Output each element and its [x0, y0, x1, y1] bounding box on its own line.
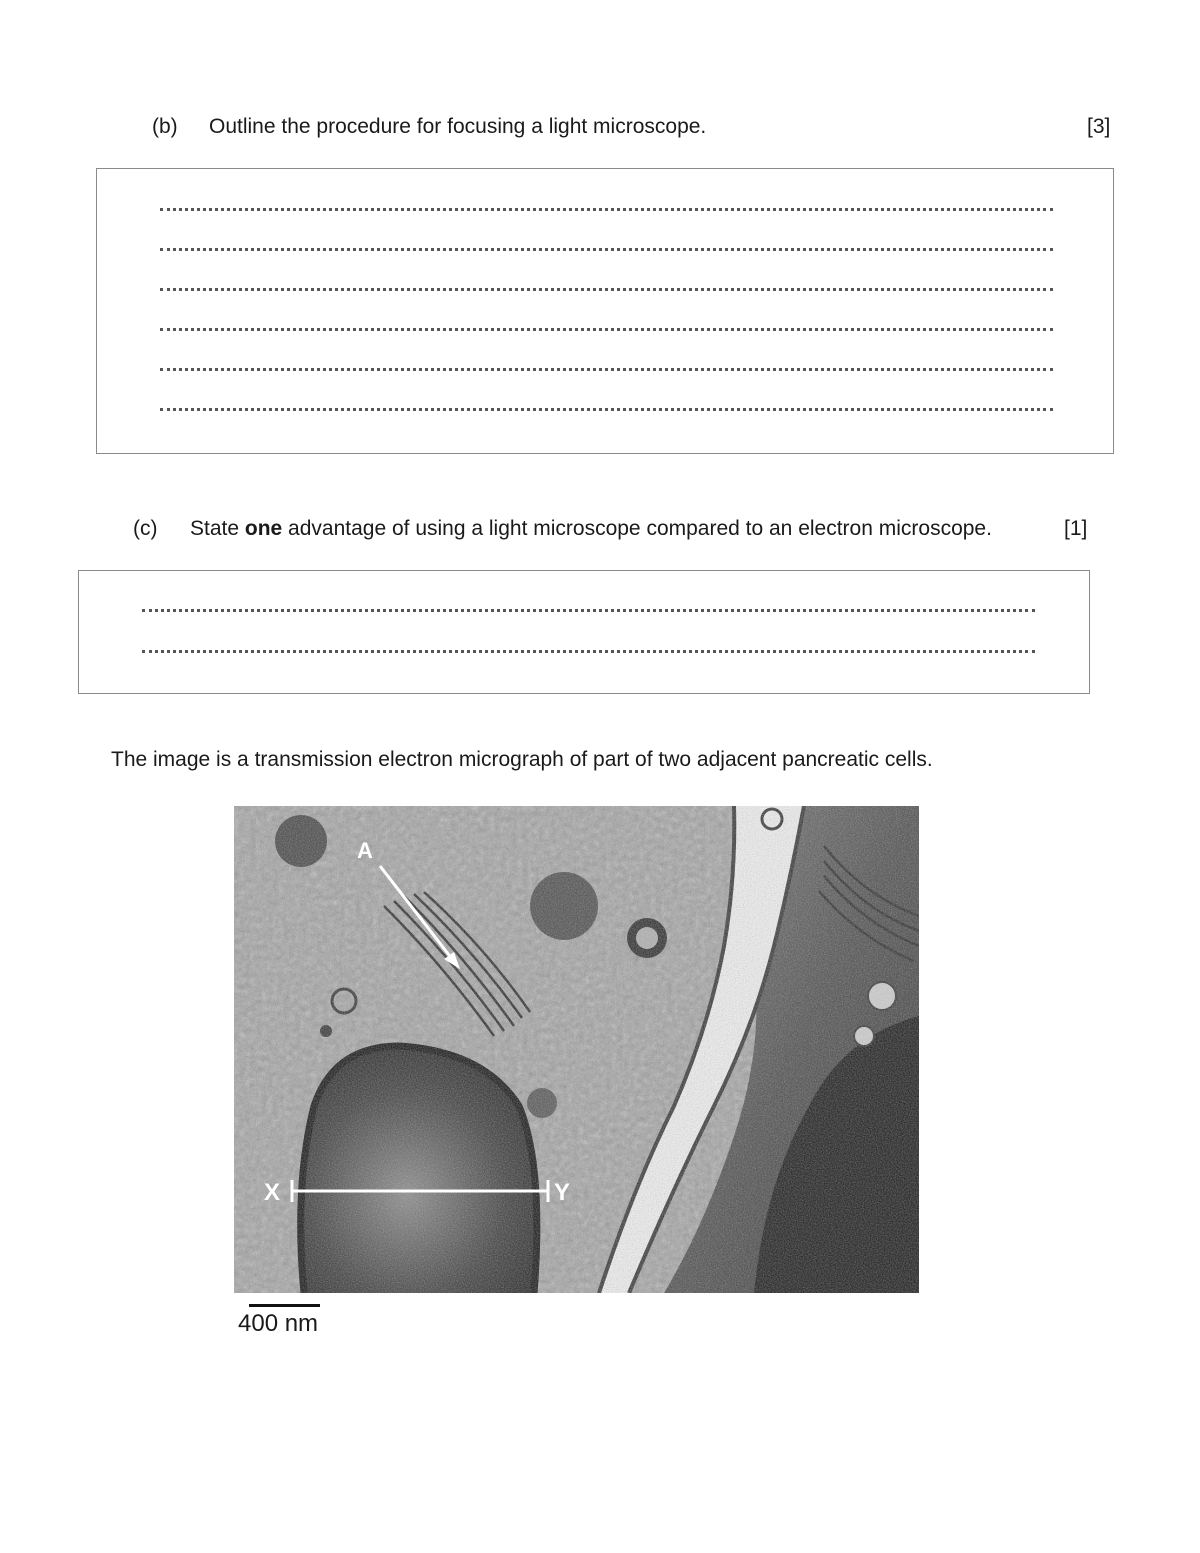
- answer-line: [142, 650, 1035, 653]
- answer-line: [160, 248, 1053, 251]
- answer-line: [142, 609, 1035, 612]
- scale-bar-label: 400 nm: [238, 1310, 319, 1337]
- micrograph-intro: The image is a transmission electron micrograph of part of two adjacent pancreatic cells.: [111, 748, 933, 771]
- part-c-answer-box[interactable]: [78, 570, 1090, 694]
- scale-bar: [249, 1304, 320, 1307]
- micrograph-label-y: Y: [554, 1179, 571, 1206]
- answer-line: [160, 288, 1053, 291]
- part-b-label: (b): [152, 115, 178, 138]
- part-c-marks: [1]: [1064, 517, 1088, 540]
- micrograph-label-x: X: [264, 1179, 281, 1206]
- answer-line: [160, 408, 1053, 411]
- micrograph-label-a: A: [357, 838, 373, 863]
- part-c-question: State one advantage of using a light microscope compared to an electron microscope.: [190, 517, 992, 540]
- answer-line: [160, 368, 1053, 371]
- answer-line: [160, 328, 1053, 331]
- part-b-answer-box[interactable]: [96, 168, 1114, 454]
- electron-micrograph: [234, 806, 919, 1293]
- part-b-question: Outline the procedure for focusing a light microscope.: [209, 115, 707, 138]
- part-b-marks: [3]: [1087, 115, 1111, 138]
- part-c-label: (c): [133, 517, 158, 540]
- emphasis-one: one: [244, 517, 283, 540]
- answer-line: [160, 208, 1053, 211]
